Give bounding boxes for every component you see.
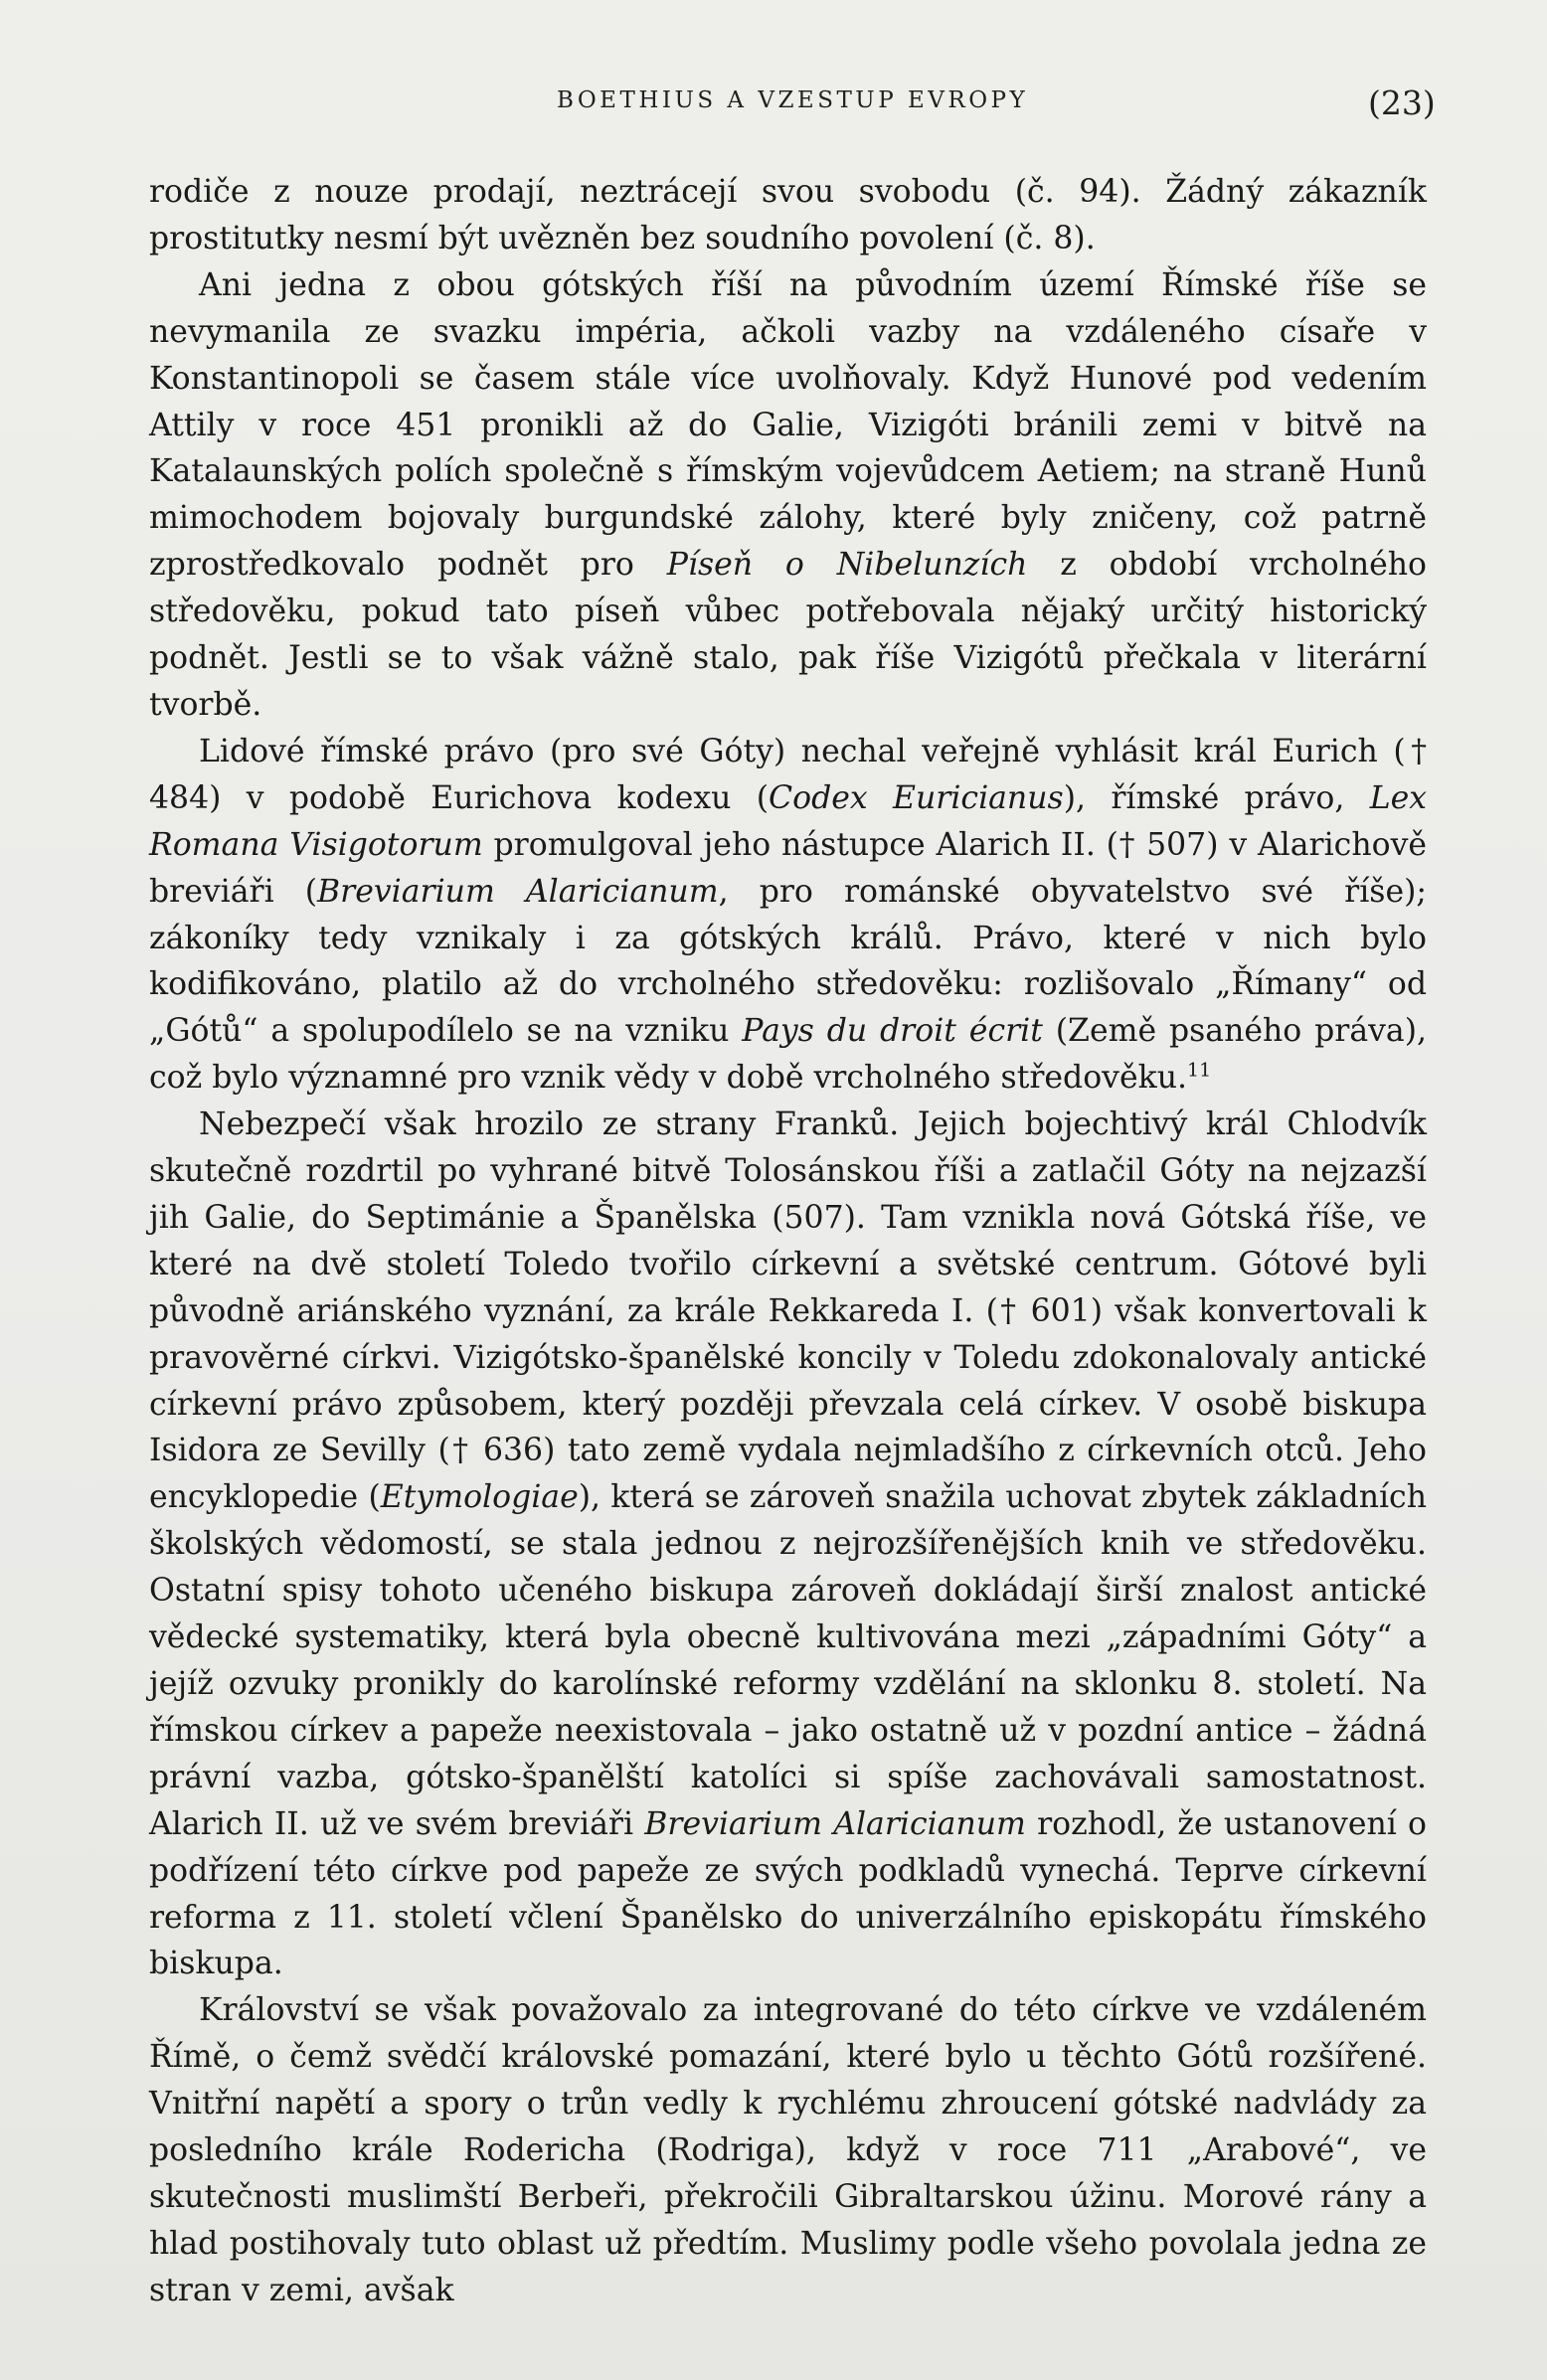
italic-title: Lex Romana Visigotorum xyxy=(149,779,1428,863)
running-head xyxy=(0,84,1547,123)
italic-title: Codex Euricianus xyxy=(769,779,1064,816)
footnote-reference: 11 xyxy=(1187,1059,1212,1082)
text-run: rodiče z nouze prodají, neztrácejí svou svobodu (č. 94). Žádný zákazník prostitutky nesmí být uvězněn bez soudního povolení (č. 8). xyxy=(149,174,1427,256)
text-run: promulgoval jeho nástupce Alarich II. († 507) v Alarichově breviáři ( xyxy=(149,826,1428,910)
paragraph-4 xyxy=(149,1102,1427,1987)
text-run: Lidové římské právo (pro své Góty) nechal veřejně vyhlásit král Eurich († 484) v podobě Eurichova kodexu ( xyxy=(149,733,1427,816)
page-number: (23) xyxy=(1368,84,1436,122)
italic-title: Breviarium Alaricianum xyxy=(644,1805,1026,1842)
italic-title: Píseň o Nibelunzích xyxy=(666,547,1028,584)
italic-title: Breviarium Alaricianum xyxy=(317,873,719,910)
italic-title: Etymologiae xyxy=(380,1479,579,1516)
text-run: Ani jedna z obou gótských říší na původním území Římské říše se nevymanila ze svazku impéria, ačkoli vazby na vzdáleného císaře v Konstantinopoli se časem stále více uvolňovaly. Když Hunové pod vedením Attily v roce 451 pronikli až do Galie, Vizigóti bránili zemi v bitvě na Katalaunských polích společně s římským vojevůdcem Aetiem; na straně Hunů mimochodem bojovaly burgundské zálohy, které byly zničeny, což patrně zprostředkovalo podnět pro xyxy=(149,266,1427,584)
paragraph-2 xyxy=(149,262,1427,729)
text-run: Království se však považovalo za integrované do této církve ve vzdáleném Římě, o čemž svědčí královské pomazání, které bylo u těchto Gótů rozšířené. Vnitřní napětí a spory o trůn vedly k rychlému zhroucení gótské nadvlády za posledního krále Rodericha (Rodriga), když v roce 711 „Arabové“, ve skutečnosti muslimští Berbeři, překročili Gibraltarskou úžinu. Morové rány a hlad postihovaly tuto oblast už předtím. Muslimy podle všeho povolala jedna ze stran v zemi, avšak xyxy=(149,1992,1427,2308)
running-title: BOETHIUS A VZESTUP EVROPY xyxy=(557,87,1029,113)
text-run: Nebezpečí však hrozilo ze strany Franků. Jejich bojechtivý král Chlodvík skutečně rozdrtil po vyhrané bitvě Tolosánskou říši a zatlačil Góty na nejzazší jih Galie, do Septimánie a Španělska (507). Tam vznikla nová Gótská říše, ve které na dvě století Toledo tvořilo církevní a světské centrum. Gótové byli původně ariánského vyznání, za krále Rekkareda I. († 601) však konvertovali k pravověrné církvi. Vizigótsko-španělské koncily v Toledu zdokonalovaly antické církevní právo způsobem, který později převzala celá církev. V osobě biskupa Isidora ze Sevilly († 636) tato země vydala nejmladšího z církevních otců. Jeho encyklopedie ( xyxy=(149,1106,1427,1516)
text-run: ), římské právo, xyxy=(1063,779,1370,816)
body-text xyxy=(149,169,1427,2314)
text-run: , pro románské obyvatelstvo své říše); zákoníky tedy vznikaly i za gótských králů. Právo, které v nich bylo kodifikováno, platilo až do vrcholného středověku: rozlišovalo „Římany“ od „Gótů“ a spolupodílelo se na vzniku xyxy=(149,873,1427,1050)
text-run: z období vrcholného středověku, pokud tato píseň vůbec potřebovala nějaký určitý historický podnět. Jestli se to však vážně stalo, pak říše Vizigótů přečkala v literární tvorbě. xyxy=(149,547,1428,723)
text-run: (Země psaného práva), což bylo významné pro vznik vědy v době vrcholného středověku. xyxy=(149,1013,1428,1097)
paragraph-5 xyxy=(149,1987,1427,2313)
paragraph-3 xyxy=(149,729,1427,1102)
text-run: ), která se zároveň snažila uchovat zbytek základních školských vědomostí, se stala jednou z nejrozšířenějších knih ve středověku. Ostatní spisy tohoto učeného biskupa zároveň dokládají širší znalost antické vědecké systematiky, která byla obecně kultivována mezi „západními Góty“ a jejíž ozvuky pronikly do karolínské reformy vzdělání na sklonku 8. století. Na římskou církev a papeže neexistovala – jako ostatně už v pozdní antice – žádná právní vazba, gótsko-španělští katolíci si spíše zachovávali samostatnost. Alarich II. už ve svém breviáři xyxy=(149,1479,1427,1842)
italic-title: Pays du droit écrit xyxy=(742,1013,1043,1050)
paragraph-1 xyxy=(149,169,1427,262)
text-run: rozhodl, že ustanovení o podřízení této církve pod papeže ze svých podkladů vynechá. Teprve církevní reforma z 11. století včlení Španělsko do univerzálního episkopátu římského biskupa. xyxy=(149,1805,1427,1982)
